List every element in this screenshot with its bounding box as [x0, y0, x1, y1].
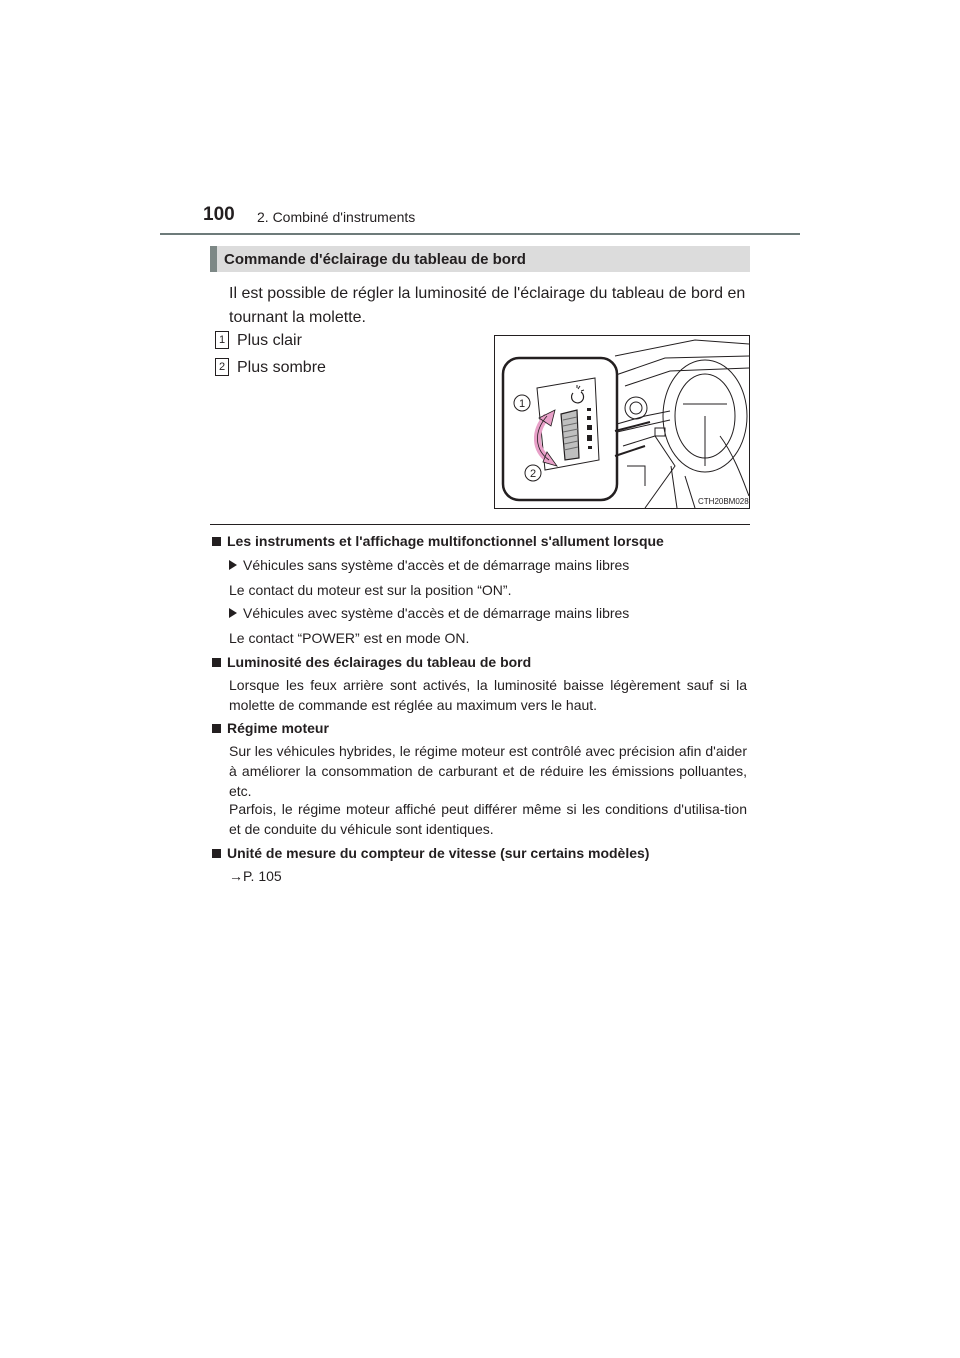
callout-2: 2 [529, 468, 537, 480]
condition-without-smart-key: Véhicules sans système d'accès et de démarrage mains libres [229, 557, 629, 573]
legend-label: Plus clair [237, 332, 302, 349]
note-text: Lorsque les feux arrière sont activés, la luminosité baisse légèrement sauf si la molette de commande est réglée au maximum vers le haut. [229, 677, 747, 713]
triangle-bullet-icon [229, 560, 237, 570]
condition-with-smart-key: Véhicules avec système d'accès et de démarrage mains libres [229, 605, 629, 621]
bullet-square-icon [212, 537, 221, 546]
bullet-square-icon [212, 658, 221, 667]
page-number: 100 [203, 204, 235, 225]
legend-label: Plus sombre [237, 359, 326, 376]
note-text: Le contact “POWER” est en mode ON. [229, 630, 470, 646]
note-text: Sur les véhicules hybrides, le régime moteur est contrôlé avec précision afin d'aider à améliorer la consommation de carburant et de réduire les émissions polluantes, etc. [229, 743, 747, 799]
chapter-title: 2. Combiné d'instruments [257, 209, 416, 225]
bullet-square-icon [212, 724, 221, 733]
legend-item-brighter [215, 331, 302, 351]
legend-number: 2 [215, 358, 229, 376]
note-text: Le contact du moteur est sur la position “ON”. [229, 582, 512, 598]
legend-item-darker [215, 358, 326, 378]
triangle-bullet-icon [229, 608, 237, 618]
page-reference-link[interactable]: →P. 105 [229, 868, 282, 884]
dashboard-illustration [494, 335, 750, 509]
section-title: Commande d'éclairage du tableau de bord [224, 251, 526, 268]
callout-1: 1 [518, 398, 526, 410]
note-heading-brightness: Luminosité des éclairages du tableau de bord [212, 654, 531, 670]
figure-code: CTH20BM028 [698, 497, 749, 506]
note-heading-engine-speed: Régime moteur [212, 720, 329, 736]
notes-divider [210, 524, 750, 525]
note-heading-instruments: Les instruments et l'affichage multifonctionnel s'allument lorsque [212, 533, 664, 549]
note-heading-speedometer-unit: Unité de mesure du compteur de vitesse (sur certains modèles) [212, 845, 649, 861]
header-divider [160, 233, 800, 235]
legend-number: 1 [215, 331, 229, 349]
bullet-square-icon [212, 849, 221, 858]
dashboard-drawing [495, 336, 749, 508]
note-text: Parfois, le régime moteur affiché peut différer même si les conditions d'utilisa-tion et de conduite du véhicule sont identiques. [229, 801, 747, 837]
section-intro: Il est possible de régler la luminosité de l'éclairage du tableau de bord en tournant la molette. [229, 285, 746, 326]
